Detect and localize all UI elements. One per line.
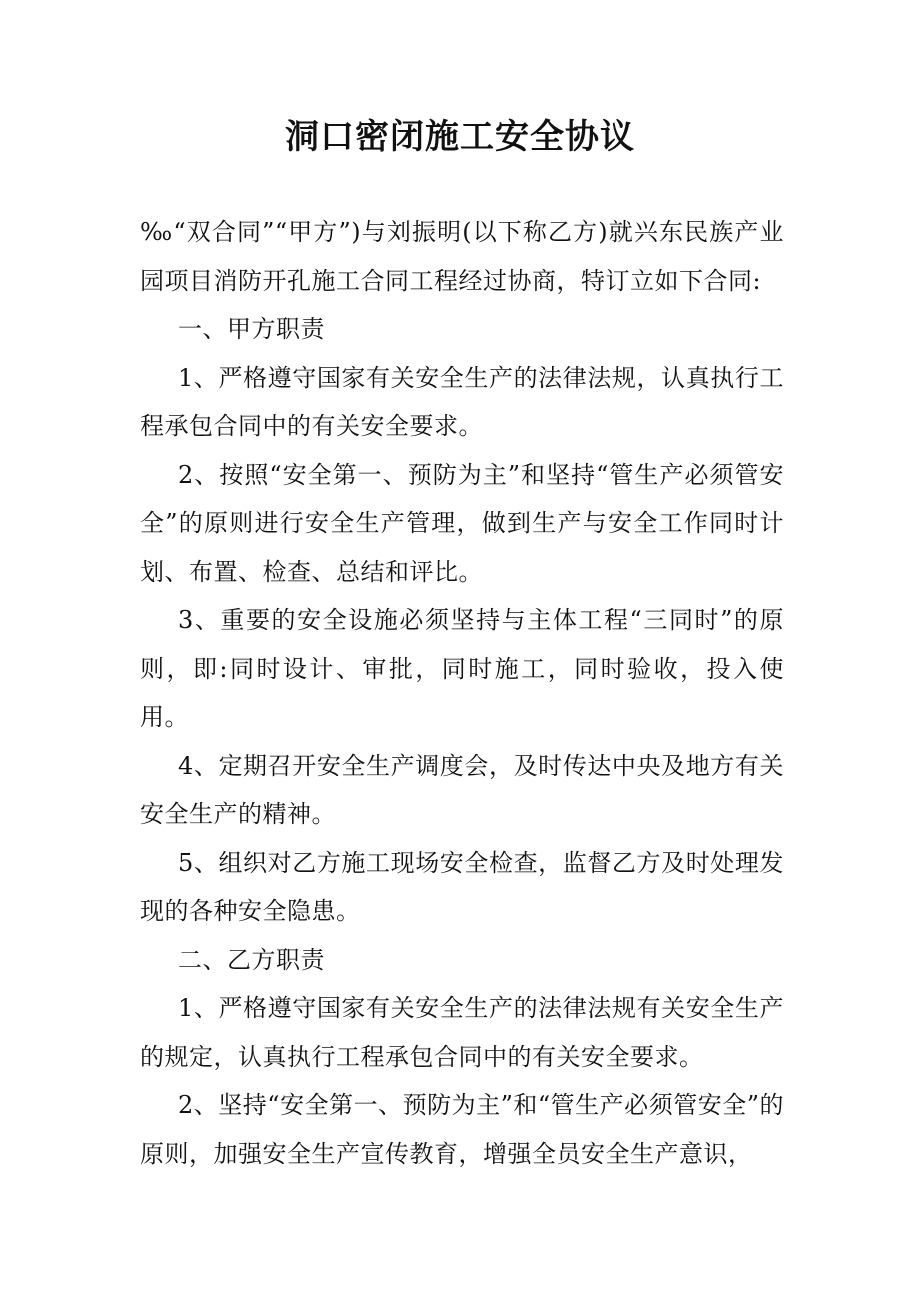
document-title: 洞口密闭施工安全协议 <box>285 117 635 157</box>
party-b-item-1: 1、严格遵守国家有关安全生产的法律法规有关安全生产的规定，认真执行工程承包合同中的有关安全要求。 <box>140 994 784 1071</box>
party-a-item-1: 1、严格遵守国家有关安全生产的法律法规，认真执行工程承包合同中的有关安全要求。 <box>140 363 784 440</box>
intro-paragraph: ‰“双合同”“甲方”)与刘振明(以下称乙方)就兴东民族产业园项目消防开孔施工合同工程经过协商，特订立如下合同: <box>140 218 784 295</box>
party-a-item-5: 5、组织对乙方施工现场安全检查，监督乙方及时处理发现的各种安全隐患。 <box>140 848 784 925</box>
party-a-item-2: 2、按照“安全第一、预防为主”和坚持“管生产必须管安全”的原则进行安全生产管理，做到生产与安全工作同时计划、布置、检查、总结和评比。 <box>140 460 784 586</box>
section-heading-party-b: 二、乙方职责 <box>178 945 325 974</box>
section-heading-party-a: 一、甲方职责 <box>178 315 325 343</box>
document-body <box>140 208 784 1178</box>
party-b-item-2: 2、坚持“安全第一、预防为主”和“管生产必须管安全”的原则，加强安全生产宣传教育，增强全员安全生产意识， <box>140 1091 784 1168</box>
party-a-item-3: 3、重要的安全设施必须坚持与主体工程“三同时”的原则，即:同时设计、审批，同时施工，同时验收，投入使用。 <box>140 606 784 731</box>
party-a-item-4: 4、定期召开安全生产调度会，及时传达中央及地方有关安全生产的精神。 <box>140 751 784 828</box>
